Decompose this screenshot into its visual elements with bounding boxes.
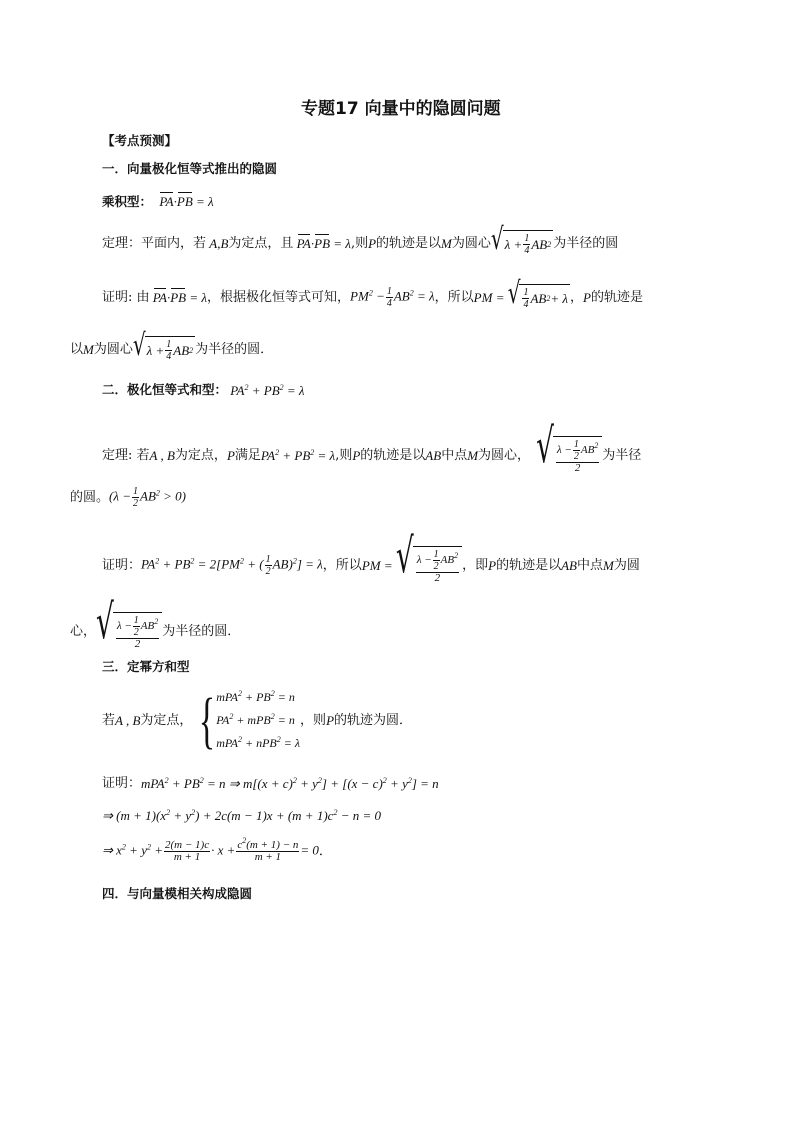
s2-theorem-f: 中点 <box>441 447 468 463</box>
s3-text-b: 为定点， <box>140 713 193 728</box>
s3-text-d: 的轨迹为圆． <box>334 713 413 728</box>
s1-type-label: 乘积型： <box>102 194 153 209</box>
s1-radius-formula: √ λ + $\frac{1}{4}$ AB 2 <box>490 220 552 257</box>
s1-theorem-a: 定理：平面内，若 <box>102 235 207 251</box>
s2-theorem-b: 为定点， <box>174 447 227 463</box>
s2-proof-f: 为圆 <box>613 557 640 573</box>
system-brace: { <box>199 686 216 755</box>
section-4-heading: 四．与向量模相关构成隐圆 <box>102 886 253 901</box>
s1-proof-h: 为半径的圆． <box>195 341 274 357</box>
s2-proof-radius2: √ λ − $\frac{1}{2}$ $AB^2$ 2 <box>96 612 162 650</box>
s3-proof-a: 证明： <box>102 776 142 791</box>
s1-theorem-b: 为定点，且 <box>228 235 294 251</box>
s3-proof-end: ． <box>318 844 332 859</box>
s2-heading-line: 二．极化恒等式和型： $PA^2 + PB^2 = \lambda$ <box>102 382 305 398</box>
s2-theorem-e: 的轨迹是以 <box>360 447 426 463</box>
section-3-heading: 三．定幂方和型 <box>102 659 190 674</box>
s2-proof-g: 心， <box>70 623 97 639</box>
s3-proof-line1: 证明： $mPA^2 + PB^2 = n$ ⇒ $m[(x + c)^2 + y^2] + [(x - c)^2 + y^2] = n$ <box>102 776 439 791</box>
s2-proof-a: 证明： <box>102 557 142 573</box>
s1-theorem-c: ,则 <box>350 235 369 251</box>
s3-proof-line3: ⇒ $x^2 + y^2$ + $\frac{2(m - 1)c}{m + 1}$ · x + $\frac{c^2(m + 1) - n}{m + 1}$ = 0 ． <box>102 836 332 863</box>
s2-theorem: 定理: 若 A , B 为定点， P 满足 $PA^2 + PB^2 = \lambda$ ,则 P 的轨迹是以 AB 中点 M 为圆心， √ λ − $\frac{1}{2}$ $AB^2$ 2 为半径 <box>102 417 642 474</box>
s2-theorem-h: 为半径 <box>602 447 642 463</box>
s3-statement: 若 A , B 为定点， { $mPA^2 + PB^2 = n$ $PA^2 + mPB^2 = n$ mPA$^2$ + nPB$^2$ = λ ，则 P 的轨迹为圆． <box>102 686 413 755</box>
section-1-heading: 一．向量极化恒等式推出的隐圆 <box>102 161 278 176</box>
s2-theorem-i: 的圆。 <box>70 490 110 505</box>
s1-proof-line1: 证明: 由 PA·PB = λ ，根据极化恒等式可知， $PM^2$ − $\frac{1}{4}$ $AB^2 = \lambda$ ，所以 PM = √ $\frac{1}{4}$ AB 2 + λ ， P 的轨迹是 <box>102 274 643 311</box>
s1-proof-d: ， <box>570 289 584 305</box>
s1-theorem-f: 为半径的圆 <box>553 235 619 251</box>
equation-system: $mPA^2 + PB^2 = n$ $PA^2 + mPB^2 = n$ mPA$^2$ + nPB$^2$ = λ <box>216 689 301 750</box>
s1-proof-line2: 以 M 为圆心 √ λ + $\frac{1}{4}$ AB 2 为半径的圆． <box>70 326 274 363</box>
s2-radius-formula: √ λ − $\frac{1}{2}$ $AB^2$ 2 <box>536 436 602 474</box>
s1-proof-radius2: √ λ + $\frac{1}{4}$ AB 2 <box>132 326 194 363</box>
s2-proof-h: 为半径的圆． <box>162 623 241 639</box>
s2-proof-line2 <box>70 593 241 650</box>
s2-proof-e: 中点 <box>576 557 603 573</box>
s1-proof-e: 的轨迹是 <box>590 289 643 305</box>
s2-proof-radius: √ λ − $\frac{1}{2}$ $AB^2$ 2 <box>396 546 462 584</box>
s3-text-a: 若 <box>102 713 116 728</box>
s3-text-c: ，则 <box>300 713 327 728</box>
s1-proof-c: ，所以 <box>434 289 474 305</box>
s2-theorem-g: 为圆心， <box>478 447 531 463</box>
s1-proof-g: 为圆心 <box>93 341 133 357</box>
s1-proof-radius: √ $\frac{1}{4}$ AB 2 + λ <box>507 274 569 311</box>
s1-theorem: 定理：平面内，若 A,B 为定点，且 PA·PB = λ ,则 P 的轨迹是以 M 为圆心 √ λ + $\frac{1}{4}$ AB 2 为半径的圆 <box>102 220 619 257</box>
page-title: 专题17 向量中的隐圆问题 <box>301 99 501 119</box>
s1-theorem-e: 为圆心 <box>451 235 491 251</box>
s2-theorem-d: ,则 <box>335 447 353 463</box>
s2-proof-c: ，即 <box>462 557 489 573</box>
section-tag: 【考点预测】 <box>102 133 178 148</box>
s1-proof-a: 证明: 由 <box>102 289 150 305</box>
s2-theorem-c: 满足 <box>234 447 261 463</box>
s2-theorem-a: 定理: 若 <box>102 447 150 463</box>
s2-theorem-line2: 的圆。 (λ − $\frac{1}{2}$ $AB^2 > 0$) <box>70 486 186 509</box>
s2-proof-b: ，所以 <box>322 557 362 573</box>
s3-proof-line2: ⇒ $(m + 1)(x^2 + y^2) + 2c(m - 1)x + (m + 1)c^2 - n = 0$ <box>102 808 381 823</box>
s1-type-formula: PA·PB = λ <box>159 194 214 209</box>
s2-proof-d: 的轨迹是以 <box>496 557 562 573</box>
s2-proof-line1: 证明： $PA^2 + PB^2 = 2[PM^2$ + ( $\frac{1}{2}$ AB)$^2$] = λ ，所以 PM = √ λ − $\frac{1}{2}$ $AB^2$ 2 ，即 P 的轨迹是以 AB 中点 M 为圆 <box>102 527 640 584</box>
s1-proof-f: 以 <box>70 341 84 357</box>
section-2-heading: 二．极化恒等式和型： <box>102 382 228 398</box>
s1-theorem-d: 的轨迹是以 <box>376 235 442 251</box>
s1-type-line <box>102 195 214 209</box>
s1-proof-b: ，根据极化恒等式可知， <box>207 289 351 305</box>
